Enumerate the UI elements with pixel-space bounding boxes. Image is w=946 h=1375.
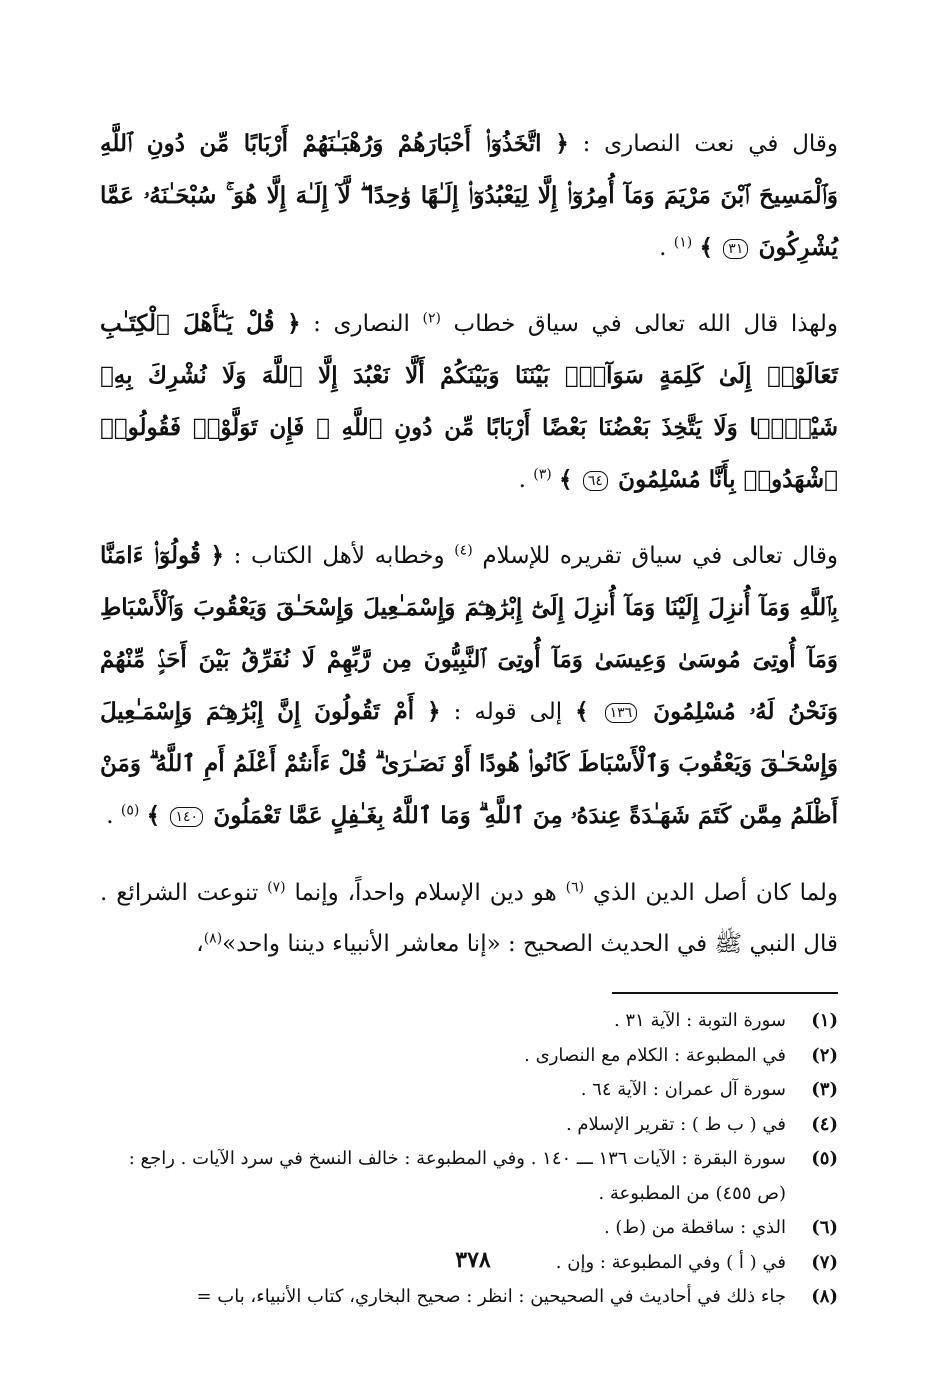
quran-open-bracket: ﴿	[210, 542, 224, 569]
footnote-item	[100, 1280, 838, 1315]
verse-number-badge: ١٤٠	[170, 807, 203, 827]
quran-close-bracket: ﴾	[146, 802, 161, 829]
footnote-item	[100, 1211, 838, 1246]
footnote-item	[100, 1142, 838, 1211]
footnote-item	[100, 1039, 838, 1074]
footnote-text: في ( ب ط ) : تقرير الإسلام .	[565, 1113, 786, 1135]
paragraph-2-intro-2: النصارى :	[313, 311, 410, 337]
verse-number-badge: ١٣٦	[605, 703, 638, 723]
footnote-text: في المطبوعة : الكلام مع النصارى .	[524, 1044, 786, 1066]
paragraph-4-text-2: هو دين الإسلام واحداً، وإنما	[294, 880, 557, 906]
quran-open-bracket: ﴿	[427, 698, 441, 725]
footnote-number: (٨)	[811, 1286, 838, 1307]
footnote-item	[100, 1004, 838, 1039]
quran-verse-tawbah-31: اتَّخَذُوٓا۟ أَحْبَارَهُمْ وَرُهْبَـٰنَهُمْ أَرْبَابًا مِّن دُونِ ٱللَّهِ وَٱلْمَسِيحَ ٱبْنَ مَرْيَمَ وَمَآ أُمِرُوٓا۟ إِلَّا لِيَعْبُدُوٓا۟ إِلَـٰهًا وَٰحِدًا ۖ لَّآ إِلَـٰهَ إِلَّا هُوَ ۚ سُبْحَـٰنَهُۥ عَمَّا يُشْرِكُونَ	[100, 130, 838, 261]
paragraph-2-intro: ولهذا قال الله تعالى في سياق خطاب	[453, 311, 838, 337]
page-number: ٣٧٨	[455, 1247, 491, 1273]
paragraph-4-text-1: ولما كان أصل الدين الذي	[593, 880, 838, 906]
quran-verse-baqarah-136: قُولُوٓا۟ ءَامَنَّا بِٱللَّهِ وَمَآ أُنزِلَ إِلَيْنَا وَمَآ أُنزِلَ إِلَىٰٓ إِبْرَٰهِـۧمَ وَإِسْمَـٰعِيلَ وَإِسْحَـٰقَ وَيَعْقُوبَ وَٱلْأَسْبَاطِ وَمَآ أُوتِىَ مُوسَىٰ وَعِيسَىٰ وَمَآ أُوتِىَ ٱلنَّبِيُّونَ مِن رَّبِّهِمْ لَا نُفَرِّقُ بَيْنَ أَحَدٍۢ مِّنْهُمْ وَنَحْنُ لَهُۥ مُسْلِمُونَ	[100, 542, 839, 725]
paragraph-1-end: .	[659, 235, 667, 261]
footnote-number: (٢)	[811, 1044, 838, 1066]
paragraph-2-end: .	[518, 467, 526, 493]
paragraph-4-text-3: تنوعت الشرائع . قال النبي ﷺ في الحديث الصحيح :	[100, 880, 838, 957]
footnote-divider	[612, 992, 838, 994]
paragraph-1	[100, 118, 838, 274]
footnote-ref-3[interactable]: (٣)	[533, 466, 552, 483]
hadith-quote: «إنا معاشر الأنبياء ديننا واحد»	[222, 931, 501, 957]
footnote-number: (٣)	[811, 1079, 838, 1100]
paragraph-4-end: ،	[196, 931, 204, 957]
footnote-ref-4[interactable]: (٤)	[454, 542, 473, 559]
paragraph-2	[100, 298, 838, 506]
quran-open-bracket: ﴿	[555, 130, 569, 157]
footnote-text: في ( أ ) وفي المطبوعة : وإن .	[555, 1251, 786, 1273]
footnote-ref-6[interactable]: (٦)	[565, 879, 585, 896]
paragraph-3-intro: وقال تعالى في سياق تقريره للإسلام	[482, 543, 839, 569]
footnote-number: (١)	[811, 1010, 838, 1031]
footnote-number: (٧)	[811, 1251, 838, 1273]
paragraph-3-intro-2: وخطابه لأهل الكتاب :	[233, 543, 445, 569]
quran-close-bracket: ﴾	[559, 466, 573, 493]
footnote-number: (٤)	[811, 1113, 838, 1135]
quran-verse-baqarah-140: أَمْ تَقُولُونَ إِنَّ إِبْرَٰهِـۧمَ وَإِسْمَـٰعِيلَ وَإِسْحَـٰقَ وَيَعْقُوبَ وَٱلْأَسْبَاطَ كَانُوا۟ هُودًا أَوْ نَصَـٰرَىٰ ۗ قُلْ ءَأَنتُمْ أَعْلَمُ أَمِ ٱللَّهُ ۗ وَمَنْ أَظْلَمُ مِمَّن كَتَمَ شَهَـٰدَةً عِندَهُۥ مِنَ ٱللَّهِ ۗ وَمَا ٱللَّهُ بِغَـٰفِلٍ عَمَّا تَعْمَلُونَ	[100, 698, 838, 829]
quran-close-bracket: ﴾	[575, 698, 589, 725]
footnote-ref-2[interactable]: (٢)	[422, 310, 441, 327]
footnote-ref-8[interactable]: (٨)	[203, 930, 223, 947]
quran-verse-al-imran-64: قُلْ يَـٰٓأَهْلَ ٱلْكِتَـٰبِ تَعَالَوْا۟ إِلَىٰ كَلِمَةٍ سَوَآءٍۭ بَيْنَنَا وَبَيْنَكُمْ أَلَّا نَعْبُدَ إِلَّا ٱللَّهَ وَلَا نُشْرِكَ بِهِۦ شَيْـًۭٔا وَلَا يَتَّخِذَ بَعْضُنَا بَعْضًا أَرْبَابًا مِّن دُونِ ٱللَّهِ ۚ فَإِن تَوَلَّوْا۟ فَقُولُوا۟ ٱشْهَدُوا۟ بِأَنَّا مُسْلِمُونَ	[100, 310, 838, 493]
paragraph-1-intro: وقال في نعت النصارى :	[582, 131, 839, 157]
footnote-text: سورة التوبة : الآية ٣١ .	[613, 1010, 786, 1031]
footnote-number: (٥)	[811, 1148, 838, 1169]
quran-close-bracket: ﴾	[699, 234, 713, 261]
paragraph-3	[100, 530, 838, 842]
footnote-number: (٦)	[811, 1217, 838, 1238]
footnote-ref-5[interactable]: (٥)	[120, 802, 140, 819]
footnote-item	[100, 1108, 838, 1143]
verse-number-badge: ٦٤	[583, 471, 608, 491]
quran-open-bracket: ﴿	[287, 310, 301, 337]
footnote-text: سورة آل عمران : الآية ٦٤ .	[580, 1079, 786, 1100]
footnote-ref-7[interactable]: (٧)	[267, 879, 286, 896]
footnote-item	[100, 1073, 838, 1108]
paragraph-4	[100, 868, 838, 970]
footnote-text: الذي : ساقطة من (ط) .	[603, 1217, 786, 1238]
verse-number-badge: ٣١	[723, 239, 748, 259]
paragraph-3-end: .	[106, 803, 114, 829]
footnote-text: جاء ذلك في أحاديث في الصحيحين : انظر : صحيح البخاري، كتاب الأنبياء، باب =	[196, 1286, 786, 1307]
footnote-text: سورة البقرة : الآيات ١٣٦ ـــ ١٤٠ . وفي المطبوعة : خالف النسخ في سرد الآيات . راجع : (ص ٤٥٥) من المطبوعة .	[128, 1148, 786, 1204]
footnote-ref-1[interactable]: (١)	[673, 234, 693, 251]
paragraph-3-mid: إلى قوله :	[453, 699, 563, 725]
